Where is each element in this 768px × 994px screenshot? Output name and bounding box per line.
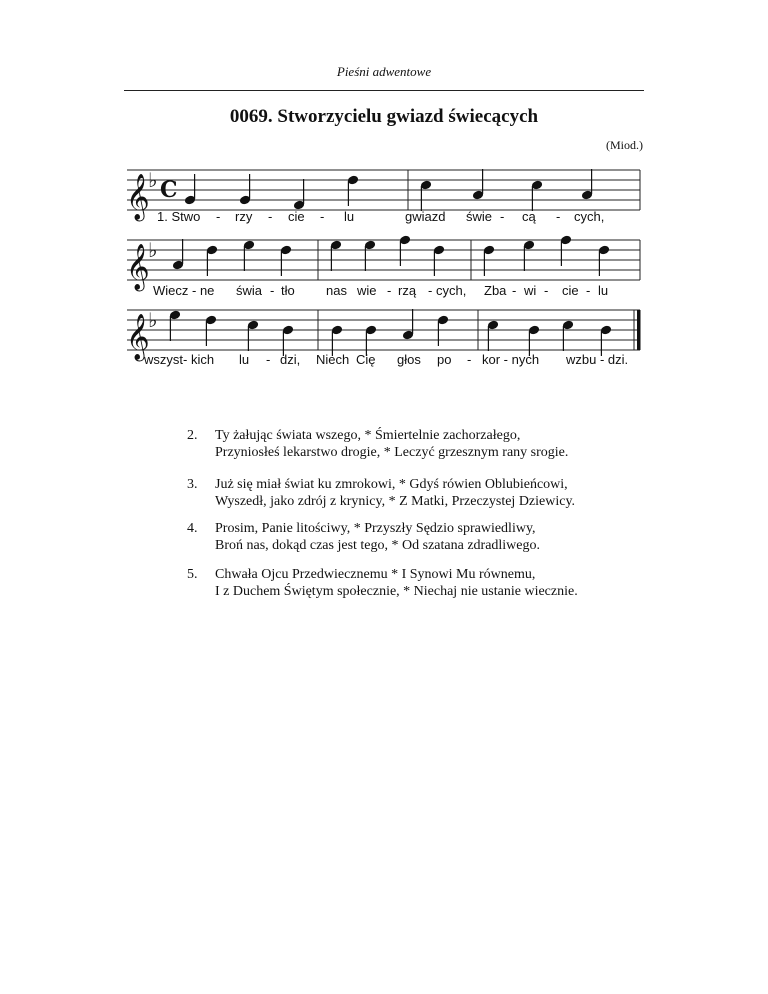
verse-number: 4.	[187, 521, 198, 536]
verse-line: Chwała Ojcu Przedwiecznemu * I Synowi Mu równemu,	[215, 567, 536, 582]
lyric-syllable: wszyst- kich	[144, 352, 215, 367]
lyric-syllable: wie	[357, 283, 377, 298]
running-header: Pieśni adwentowe	[336, 64, 432, 79]
lyric-syllable: -	[586, 283, 591, 298]
lyric-syllable: -	[467, 352, 472, 367]
lyric-syllable: -	[428, 283, 433, 298]
lyric-syllable: Zba	[484, 283, 507, 298]
lyric-syllable: lu	[598, 283, 609, 298]
key-signature-flat-icon: ♭	[148, 308, 158, 332]
lyrics-line-3	[0, 352, 768, 372]
treble-clef-icon: 𝄞	[126, 244, 150, 290]
lyric-syllable: cą	[522, 209, 536, 224]
lyric-syllable: -	[556, 209, 561, 224]
verse-line: I z Duchem Świętym społecznie, * Niechaj nie ustanie wiecznie.	[215, 584, 578, 599]
lyric-syllable: cych,	[436, 283, 467, 298]
treble-clef-icon: 𝄞	[126, 314, 150, 360]
lyric-syllable: wzbu - dzi.	[566, 352, 629, 367]
song-title: 0069. Stworzycielu gwiazd świecących	[229, 106, 539, 127]
lyric-syllable: Cię	[356, 352, 376, 367]
lyric-syllable: -	[266, 352, 271, 367]
lyric-syllable: lu	[344, 209, 355, 224]
treble-clef-icon: 𝄞	[126, 174, 150, 220]
lyric-syllable: cych,	[574, 209, 605, 224]
lyric-syllable: rzy	[235, 209, 253, 224]
verse-line: Przyniosłeś lekarstwo drogie, * Leczyć grzesznym rany srogie.	[215, 445, 569, 460]
lyric-syllable: dzi,	[280, 352, 301, 367]
song-source: (Miod.)	[606, 138, 643, 152]
lyric-syllable: lu	[239, 352, 250, 367]
lyric-syllable: Niech	[316, 352, 350, 367]
lyric-syllable: -	[512, 283, 517, 298]
lyric-syllable: kor - nych	[482, 352, 540, 367]
header-rule	[124, 90, 644, 91]
verse-number: 2.	[187, 428, 198, 443]
lyric-syllable: -	[216, 209, 221, 224]
lyric-syllable: głos	[397, 352, 421, 367]
lyric-syllable: -	[544, 283, 549, 298]
lyric-syllable: Wiecz - ne	[153, 283, 215, 298]
lyric-syllable: świa	[236, 283, 263, 298]
lyric-syllable: 1. Stwo	[157, 209, 201, 224]
lyric-syllable: cie	[562, 283, 579, 298]
lyric-syllable: -	[320, 209, 325, 224]
lyric-syllable: nas	[326, 283, 347, 298]
verse-line: Wyszedł, jako zdrój z krynicy, * Z Matki, Przeczystej Dziewicy.	[215, 494, 576, 509]
lyric-syllable: cie	[288, 209, 305, 224]
lyric-syllable: wi	[524, 283, 537, 298]
verse-number: 3.	[187, 477, 198, 492]
lyric-syllable: -	[270, 283, 275, 298]
verse-line: Ty żałując świata wszego, * Śmiertelnie zachorzałego,	[215, 428, 521, 443]
lyric-syllable: gwiazd	[405, 209, 446, 224]
lyric-syllable: -	[500, 209, 505, 224]
key-signature-flat-icon: ♭	[148, 168, 158, 192]
verse-line: Prosim, Panie litościwy, * Przyszły Sędzio sprawiedliwy,	[215, 521, 536, 536]
final-barline-thick	[637, 310, 641, 350]
verse-number: 5.	[187, 567, 198, 582]
time-signature-common-icon: C	[160, 177, 178, 203]
lyric-syllable: -	[268, 209, 273, 224]
lyrics-line-1	[0, 209, 768, 229]
lyric-syllable: po	[437, 352, 452, 367]
lyric-syllable: świe	[466, 209, 493, 224]
verse-line: Broń nas, dokąd czas jest tego, * Od szatana zdradliwego.	[215, 538, 541, 553]
key-signature-flat-icon: ♭	[148, 238, 158, 262]
lyric-syllable: tło	[281, 283, 295, 298]
lyric-syllable: rzą	[398, 283, 417, 298]
lyric-syllable: -	[387, 283, 392, 298]
verse-line: Już się miał świat ku zmrokowi, * Gdyś rówien Oblubieńcowi,	[215, 477, 568, 492]
